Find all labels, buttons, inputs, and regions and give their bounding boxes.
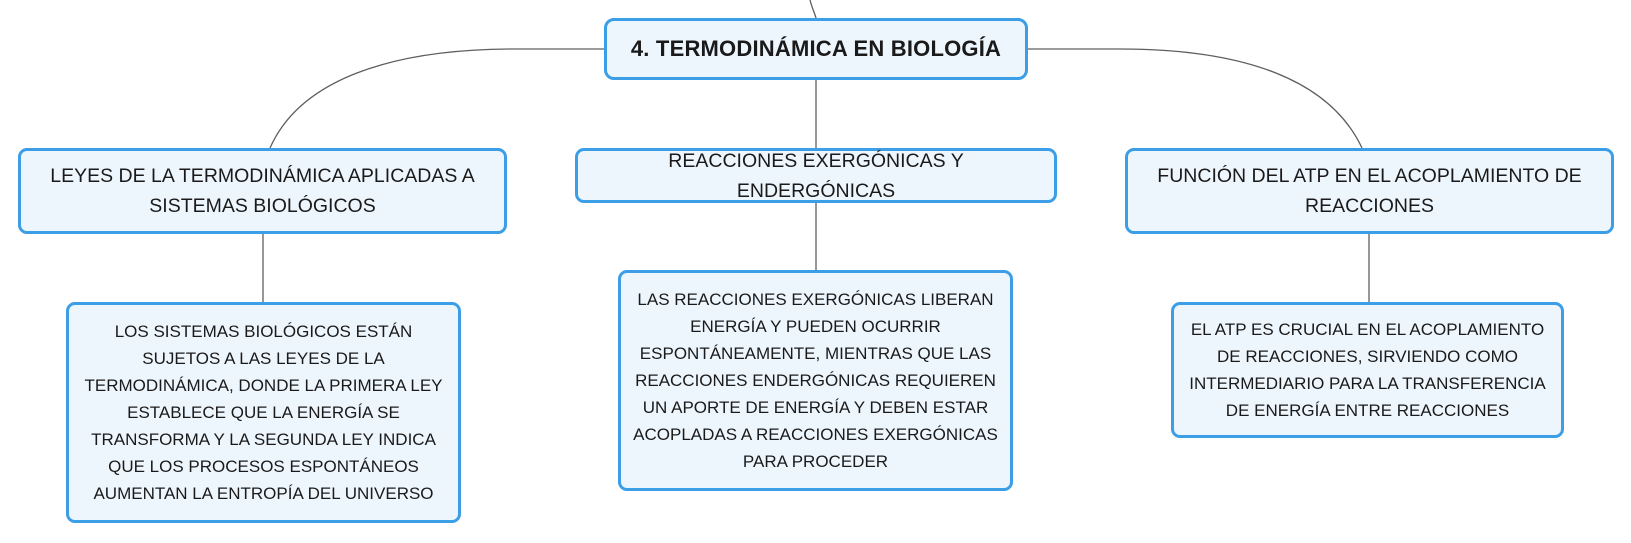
- detail-text: LAS REACCIONES EXERGÓNICAS LIBERAN ENERGÍA Y PUEDEN OCURRIR ESPONTÁNEAMENTE, MIENTRAS QUE LAS REACCIONES ENDERGÓNICAS REQUIEREN UN APORTE DE ENERGÍA Y DEBEN ESTAR ACOPLADAS A REACCIONES EXERGÓNICAS PARA PROCEDER: [633, 290, 998, 471]
- detail-node-atp[interactable]: [1171, 302, 1564, 438]
- root-topic-node[interactable]: [604, 18, 1028, 80]
- root-topic-label: 4. TERMODINÁMICA EN BIOLOGÍA: [630, 36, 1002, 61]
- connector-root-to-topic-1: [270, 49, 604, 148]
- detail-text: EL ATP ES CRUCIAL EN EL ACOPLAMIENTO DE REACCIONES, SIRVIENDO COMO INTERMEDIARIO PARA LA TRANSFERENCIA DE ENERGÍA ENTRE REACCIONES: [1189, 320, 1546, 420]
- topic-node-reacciones-exergonicas-endergonicas[interactable]: [575, 148, 1057, 203]
- detail-node-leyes-termodinamica[interactable]: [66, 302, 461, 523]
- connector-root-to-topic-3: [1028, 49, 1362, 148]
- topic-label: LEYES DE LA TERMODINÁMICA APLICADAS A SISTEMAS BIOLÓGICOS: [50, 165, 475, 217]
- topic-label: FUNCIÓN DEL ATP EN EL ACOPLAMIENTO DE REACCIONES: [1157, 165, 1582, 217]
- detail-text: LOS SISTEMAS BIOLÓGICOS ESTÁN SUJETOS A LAS LEYES DE LA TERMODINÁMICA, DONDE LA PRIMERA LEY ESTABLECE QUE LA ENERGÍA SE TRANSFORMA Y LA SEGUNDA LEY INDICA QUE LOS PROCESOS ESPONTÁNEOS AUMENTAN LA ENTROPÍA DEL UNIVERSO: [84, 322, 443, 503]
- connector-parent-to-root: [810, 0, 816, 18]
- detail-node-reacciones[interactable]: [618, 270, 1013, 491]
- topic-node-funcion-atp[interactable]: [1125, 148, 1614, 234]
- topic-node-leyes-termodinamica[interactable]: [18, 148, 507, 234]
- topic-label: REACCIONES EXERGÓNICAS Y ENDERGÓNICAS: [668, 149, 964, 202]
